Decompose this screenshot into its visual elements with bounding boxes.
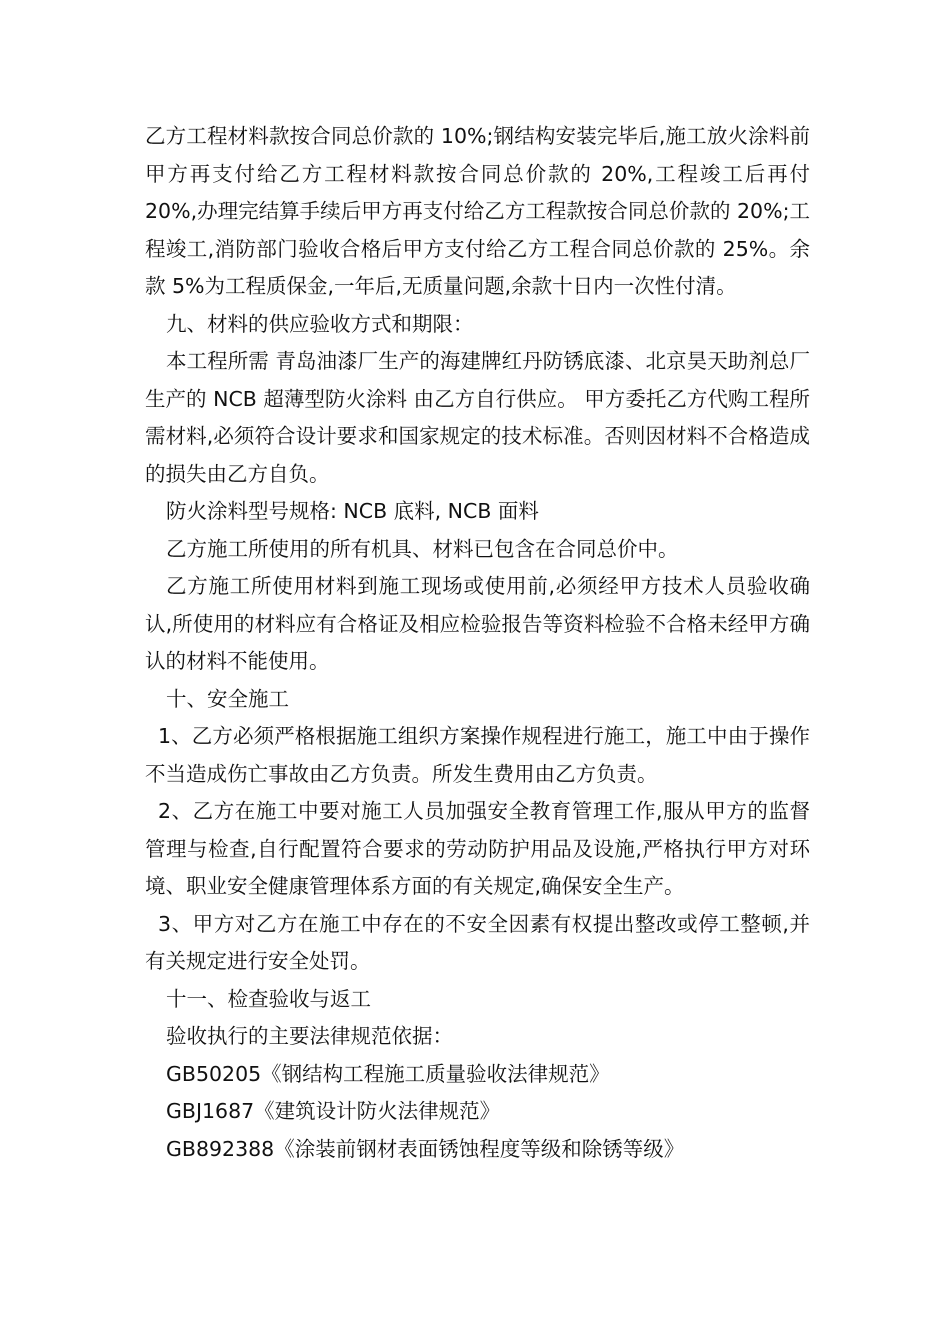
section-heading-inspection: 十一、检查验收与返工: [166, 986, 371, 1011]
paragraph-material-supply: 本工程所需 青岛油漆厂生产的海建牌红丹防锈底漆、北京昊天助剂总厂生产的 NCB 超薄型防火涂料 由乙方自行供应。 甲方委托乙方代购工程所需材料,必须符合设计要求和国家规定的技术标准。否则因材料不合格造成的损失由乙方自负。: [145, 349, 810, 486]
document-body: [145, 118, 810, 1168]
section-heading-safety: 十、安全施工: [166, 686, 289, 711]
paragraph-coating-spec: 防火涂料型号规格: NCB 底料, NCB 面料: [166, 499, 539, 523]
paragraph-safety-item-1: 1、乙方必须严格根据施工组织方案操作规程进行施工，施工中由于操作不当造成伤亡事故由乙方负责。所发生费用由乙方负责。: [145, 724, 810, 786]
standard-item-gb50205: GB50205《钢结构工程施工质量验收法律规范》: [166, 1061, 610, 1086]
paragraph-safety-item-3: 3、甲方对乙方在施工中存在的不安全因素有权提出整改或停工整顿,并有关规定进行安全处罚。: [145, 911, 810, 973]
paragraph-material-acceptance: 乙方施工所使用材料到施工现场或使用前,必须经甲方技术人员验收确认,所使用的材料应有合格证及相应检验报告等资料检验不合格未经甲方确认的材料不能使用。: [145, 574, 810, 673]
paragraph-payment-terms: 乙方工程材料款按合同总价款的 10%;钢结构安装完毕后,施工放火涂料前甲方再支付给乙方工程材料款按合同总价款的 20%,工程竣工后再付 20%,办理完结算手续后甲方再支付给乙方工程款按合同总价款的 20%;工程竣工,消防部门验收合格后甲方支付给乙方工程合同总价款的 25%。余款 5%为工程质保金,一年后,无质量问题,余款十日内一次性付清。: [145, 124, 810, 298]
standard-item-gbj1687: GBJ1687《建筑设计防火法律规范》: [166, 1099, 501, 1123]
standard-item-gb892388: GB892388《涂装前钢材表面锈蚀程度等级和除锈等级》: [166, 1136, 685, 1161]
paragraph-standards-intro: 验收执行的主要法律规范依据：: [166, 1024, 453, 1048]
paragraph-safety-item-2: 2、乙方在施工中要对施工人员加强安全教育管理工作,服从甲方的监督管理与检查,自行配置符合要求的劳动防护用品及设施,严格执行甲方对环境、职业安全健康管理体系方面的有关规定,确保安全生产。: [145, 799, 810, 898]
paragraph-total-price-included: 乙方施工所使用的所有机具、材料已包含在合同总价中。: [166, 536, 679, 561]
section-heading-materials: 九、材料的供应验收方式和期限：: [166, 311, 474, 336]
